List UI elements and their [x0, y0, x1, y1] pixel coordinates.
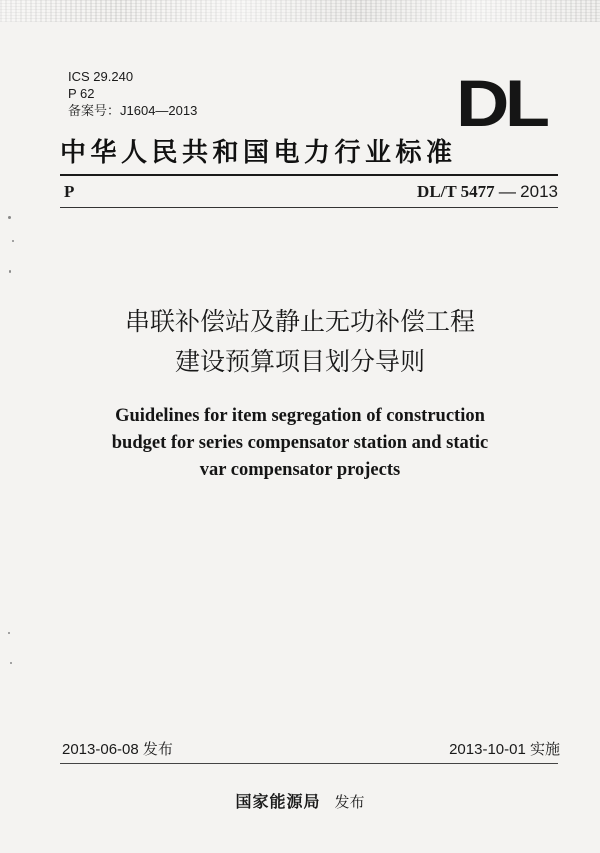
filing-number: 备案号：J1604—2013 — [68, 103, 198, 118]
implementation-date: 2013-10-01 实施 — [449, 741, 560, 758]
chinese-title-line: 建设预算项目划分导则 — [174, 347, 425, 376]
english-title-line: budget for series compensator station and static — [111, 433, 489, 453]
header-rule-bottom — [60, 207, 558, 208]
class-code: P 62 — [68, 86, 95, 101]
classification-letter: P — [64, 182, 75, 201]
publisher-label: 发布 — [334, 793, 365, 811]
scan-speck — [9, 270, 11, 273]
standard-year: 2013 — [520, 182, 558, 201]
publisher — [0, 789, 600, 812]
ics-code: ICS 29.240 — [68, 69, 134, 84]
dl-logo: DL — [456, 66, 546, 140]
industry-standard-title: 中华人民共和国电力行业标准 — [60, 138, 457, 168]
header-rule-top — [60, 174, 558, 176]
standard-separator: — — [494, 182, 521, 201]
scan-artifact-strip — [0, 0, 600, 22]
chinese-title-line: 串联补偿站及静止无功补偿工程 — [124, 307, 475, 336]
issue-date: 2013-06-08 发布 — [62, 741, 173, 758]
standard-number — [417, 182, 558, 202]
standard-code: DL/T 5477 — [417, 182, 495, 201]
english-title — [0, 403, 600, 484]
scan-speck — [8, 632, 10, 634]
chinese-title — [0, 302, 600, 382]
scan-speck — [10, 662, 12, 664]
english-title-line: var compensator projects — [199, 460, 401, 480]
scan-speck — [8, 216, 11, 219]
footer-rule — [60, 763, 558, 764]
scan-speck — [12, 240, 14, 242]
english-title-line: Guidelines for item segregation of construction — [115, 406, 485, 426]
metadata-block — [68, 68, 197, 119]
publisher-organization: 国家能源局 — [235, 792, 321, 811]
